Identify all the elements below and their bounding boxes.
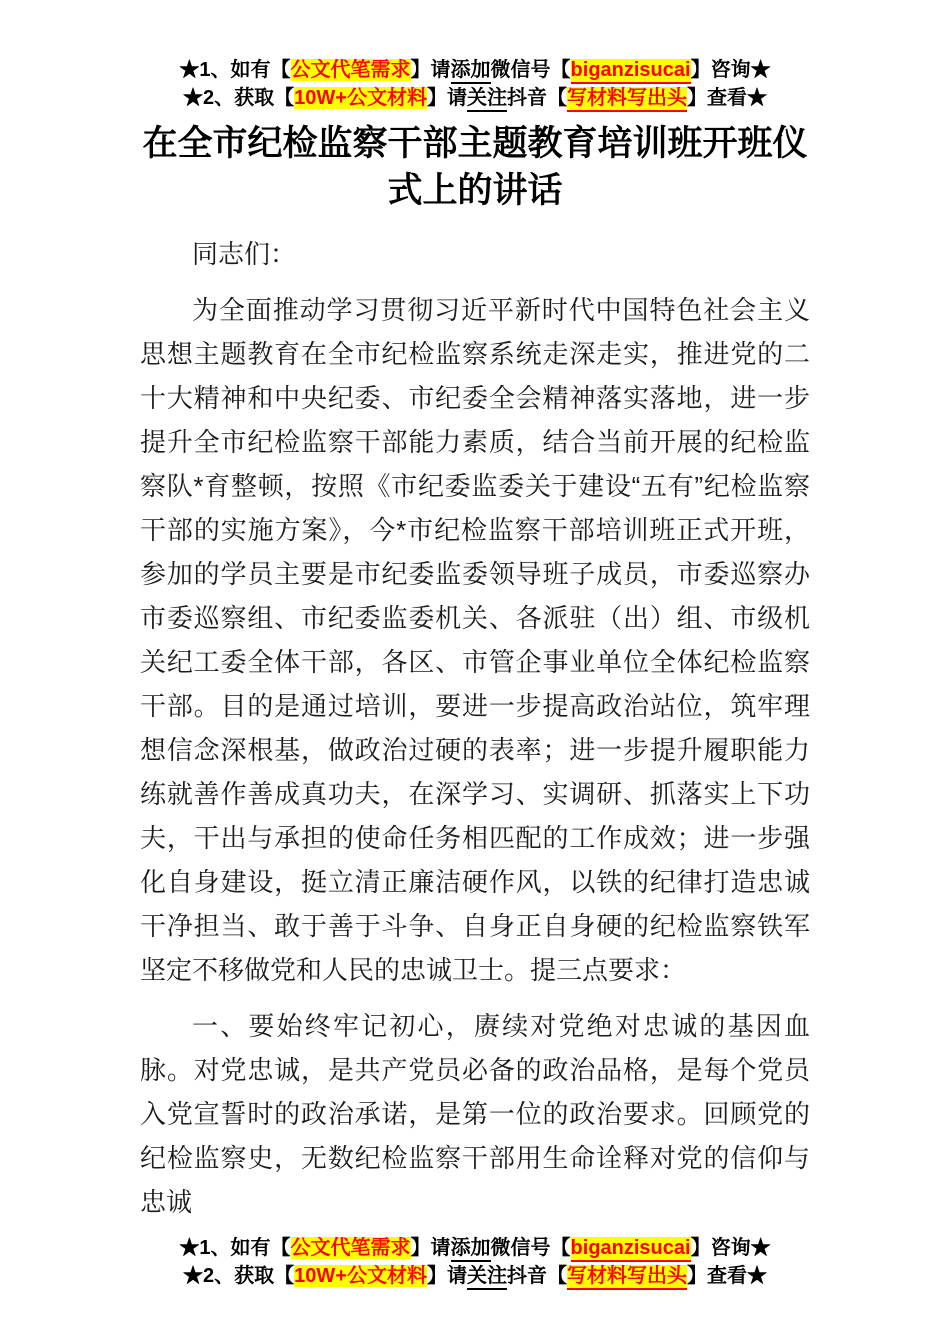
notice-segment: 写材料写出头 [567, 87, 687, 112]
paragraph: 同志们： [192, 239, 297, 269]
header-notice [0, 0, 950, 112]
notice-segment: 】请 [426, 1265, 467, 1287]
notice-line-2 [0, 1262, 950, 1290]
notice-segment: 添加 [451, 1237, 491, 1262]
notice-segment: 微信号【 [490, 1237, 571, 1259]
notice-segment: 抖音【 [506, 1265, 567, 1287]
notice-segment: 添加 [451, 59, 491, 84]
document-body [0, 232, 950, 1224]
notice-line-2 [0, 84, 950, 112]
notice-segment: ★1、如有【 [179, 1237, 291, 1259]
document-title: 在全市纪检监察干部主题教育培训班开班仪式上的讲话 [142, 124, 808, 210]
notice-segment: 公文代笔需求 [290, 1237, 411, 1259]
notice-segment: 关注 [467, 87, 507, 112]
notice-segment: 抖音【 [506, 87, 567, 109]
paragraph: 一、要始终牢记初心，赓续对党绝对忠诚的基因血脉。对党忠诚，是共产党员必备的政治品格，是每个党员入党宣誓时的政治承诺，是第一位的政治要求。回顾党的纪检监察史，无数纪检监察干部用生命诠释对党的信仰与忠诚 [140, 1011, 810, 1217]
notice-segment: 】咨询★ [690, 1237, 771, 1259]
notice-segment: 10W+公文材料 [294, 1265, 427, 1287]
notice-segment: 】请 [410, 1237, 451, 1259]
notice-segment: 】请 [426, 87, 467, 109]
notice-segment: ★2、获取【 [183, 87, 295, 109]
notice-segment: 】查看★ [686, 1265, 767, 1287]
notice-segment: biganzisucai [571, 1237, 691, 1262]
notice-line-1 [0, 56, 950, 84]
notice-segment: 】查看★ [686, 87, 767, 109]
notice-segment: 公文代笔需求 [290, 59, 411, 81]
notice-segment: 】请 [410, 59, 451, 81]
notice-segment: 写材料写出头 [567, 1265, 687, 1290]
notice-segment: ★1、如有【 [179, 59, 291, 81]
notice-segment: ★2、获取【 [183, 1265, 295, 1287]
footer-notice [0, 1234, 950, 1290]
paragraph: 为全面推动学习贯彻习近平新时代中国特色社会主义思想主题教育在全市纪检监察系统走深走实，推进党的二十大精神和中央纪委、市纪委全会精神落实落地，进一步提升全市纪检监察干部能力素质，结合当前开展的纪检监察队*育整顿，按照《市纪委监委关于建设“五有”纪检监察干部的实施方案》，今*市纪检监察干部培训班正式开班，参加的学员主要是市纪委监委领导班子成员，市委巡察办市委巡察组、市纪委监委机关、各派驻（出）组、市级机关纪工委全体干部，各区、市管企事业单位全体纪检监察干部。目的是通过培训，要进一步提高政治站位，筑牢理想信念深根基，做政治过硬的表率；进一步提升履职能力练就善作善成真功夫，在深学习、实调研、抓落实上下功夫，干出与承担的使命任务相匹配的工作成效；进一步强化自身建设，挺立清正廉洁硬作风，以铁的纪律打造忠诚干净担当、敢于善于斗争、自身正自身硬的纪检监察铁军坚定不移做党和人民的忠诚卫士。提三点要求： [140, 295, 810, 985]
notice-line-1 [0, 1234, 950, 1262]
notice-segment: 微信号【 [490, 59, 571, 81]
notice-segment: 关注 [467, 1265, 507, 1290]
notice-segment: 10W+公文材料 [294, 87, 427, 109]
notice-segment: biganzisucai [571, 59, 691, 84]
notice-segment: 】咨询★ [690, 59, 771, 81]
